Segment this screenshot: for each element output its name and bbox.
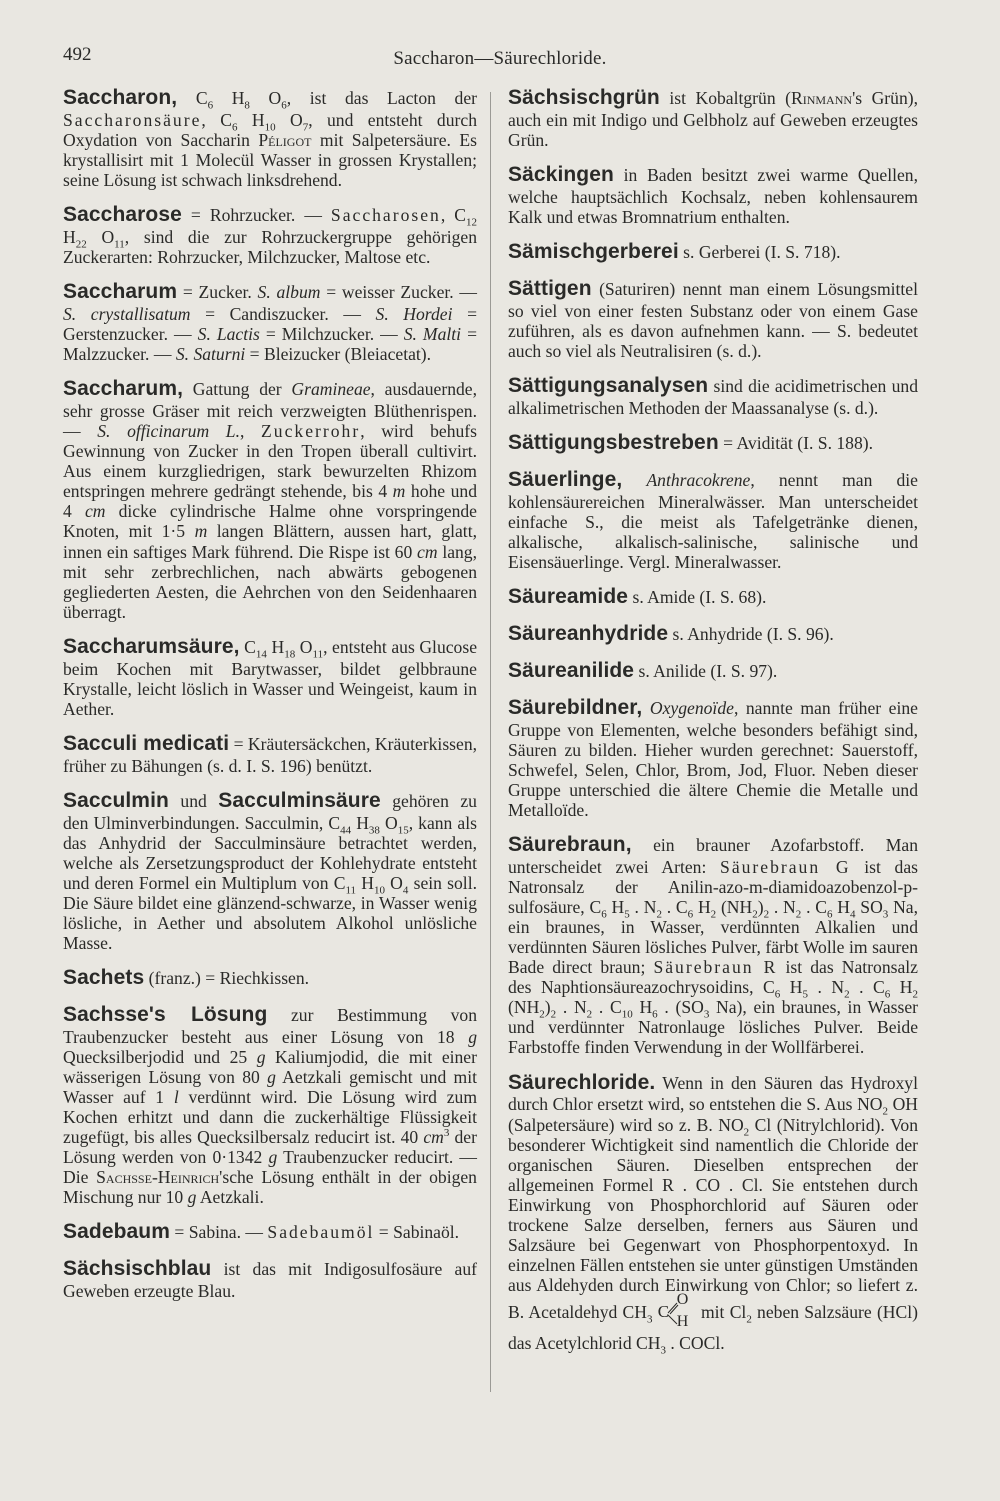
entry-headword: Saccharum	[63, 280, 178, 304]
entry-headword: Säureanhydride	[508, 622, 669, 646]
entry-body: s. Amide (I. S. 68).	[632, 587, 767, 608]
entry-body: (franz.) = Riechkissen.	[148, 968, 310, 989]
entry-saccharum-1: Saccharum = Zucker. S. album = weisser Zucker. — S. crystallisatum = Candiszucker. — S. Hordei = Gerstenzucker. — S. Lactis = Milchzucker. — S. Malti = Malzzucker. — S. Saturni = Bleizucker (Bleiacetat).	[63, 280, 478, 365]
entry-saccharon: Saccharon, $C_6$ $H_8$ $O_6$, ist das Lacton der Saccharonsäure, $C_6$ $H_{10}$ $O_7$, und entsteht durch Oxydation von Saccharin Péligot mit Salpetersäure. Es krystallisirt mit 1 Molecül Wasser in grossen Krystallen; seine Lösung ist schwach linksdrehend.	[63, 86, 477, 191]
page-number: 492	[63, 44, 92, 65]
entry-headword: Sachets	[63, 966, 145, 990]
entry-headword: Säureamide	[508, 585, 629, 609]
entry-body: (Saturiren) nennt man einem Lösungsmittel so viel von einer festen Substanz oder von einem Gase zuführen, als es davon aufnehmen kann. — S. bedeutet auch so viel als Neutralisiren (s. d.).	[508, 279, 918, 362]
entry-body: = Avidität (I. S. 188).	[723, 433, 874, 454]
entry-saccharose: Saccharose = Rohrzucker. — Saccharosen, $C_{12}$ $H_{22}$ $O_{11}$, sind die zur Rohrzuckergruppe gehörigen Zuckerarten: Rohrzucker, Milchzucker, Maltose etc.	[63, 203, 477, 268]
entry-saeurechloride: Säurechloride. Wenn in den Säuren das Hydroxyl durch Chlor ersetzt wird, so entstehen die S. Aus $NO_2$ OH (Salpetersäure) wird so z. B. $NO_2$ Cl (Nitrylchlorid). Von besonderer Wichtigkeit sind namentlich die Chloride der organischen Säuren. Dieselben entsprechen der allgemeinen Formel R . CO . Cl. Sie entstehen durch Einwirkung von Phosphorchlorid auf Säuren oder trockene Salze derselben, ferners aus Säuren und Salzsäure bei Gegenwart von Phosphorpentoxyd. In einzelnen Fällen entstehen sie unter günstigen Umständen aus Aldehyden durch Einwirkung von Chlor; so liefert z. B. Acetaldehyd $CH_3$ C O H mit $Cl_2$ neben Salzsäure (HCl) das Acetylchlorid $CH_3$ . COCl.	[508, 1070, 919, 1357]
page-header	[0, 40, 1000, 76]
entry-connector: und	[180, 790, 207, 811]
entry-headword: Sächsischblau	[63, 1257, 212, 1281]
entry-sacculmin: Sacculmin und Sacculminsäure gehören zu den Ulminverbindungen. Sacculmin, $C_{44}$ $H_{38}$ $O_{15}$, kann als das Anhydrid der Sacculminsäure betrachtet werden, welche als Zersetzungsproduct der Kohlehydrate entsteht und deren Formel ein Multiplum von $C_{11}$ $H_{10}$ $O_4$ sein soll. Die Säure bildet eine glänzend-schwarze, in Wasser wenig lösliche, in Aether und absolutem Alkohol unlösliche Masse.	[63, 788, 477, 953]
entry-saechsischblau	[63, 1257, 477, 1301]
entry-headword: Sämischgerberei	[508, 240, 679, 264]
entry-body: sind die acidimetrischen und alkalimetrischen Methoden der Maassanalyse (s. d.).	[508, 376, 918, 419]
entry-headword: Saccharose	[63, 203, 182, 227]
entry-sacculi-medicati: Sacculi medicati = Kräutersäckchen, Kräuterkissen, früher zu Bähungen (s. d. I. S. 196) benützt.	[63, 731, 478, 776]
entry-body: ist das mit Indigosulfosäure auf Geweben erzeugte Blau.	[63, 1259, 477, 1302]
entry-body: s. Gerberei (I. S. 718).	[683, 242, 841, 263]
entry-saeuerlinge: Säuerlinge, Anthracokrene, nennt man die kohlensäurereichen Mineralwässer. Man unterscheidet einfache S., die meist als Tafelgetränke dienen, alkalische, alkalisch-salinische, salinische und Eisensäuerlinge. Vergl. Mineralwasser.	[508, 468, 918, 573]
entry-headword: Sacculmin	[63, 788, 169, 812]
entry-saeckingen	[508, 163, 918, 227]
entry-saeurebraun: Säurebraun, ein brauner Azofarbstoff. Man unterscheidet zwei Arten: Säurebraun G ist das Natronsalz der Anilin-azo-m-diamidoazobenzol-p-sulfosäure, $C_6$ $H_5$ . $N_2$ . $C_6$ $H_2$ $(NH_2)_2$ . $N_2$ . $C_6$ $H_4$ $SO_3$ Na, ein braunes, in Wasser, verdünnten Alkalien und verdünnten Säuren lösliches Pulver, färbt Wolle im sauren Bade direct braun; Säurebraun R ist das Natronsalz des Naphtionsäureazochrysoidins, $C_6$ $H_5$ . $N_2$ . $C_6$ $H_2$ $(NH_2)_2$ . $N_2$ . $C_{10}$ $H_6$ . ($SO_3$ Na), ein braunes, in Wasser und verdünnter Natronlauge lösliches Pulver. Beide Farbstoffe finden Verwendung in der Wollfärberei.	[508, 833, 919, 1058]
column-divider	[490, 92, 491, 1392]
entry-saettigungsanalysen	[508, 374, 918, 418]
running-title: Saccharon—Säurechloride.	[393, 48, 607, 69]
entry-saettigungsbestreben	[508, 431, 918, 455]
entry-headword: Säuerlinge,	[508, 468, 623, 491]
entry-saemischgerberei	[508, 240, 918, 264]
entry-saeureamide	[508, 585, 918, 609]
entry-headword: Saccharumsäure,	[63, 634, 240, 658]
entry-sachets	[63, 966, 477, 990]
entry-saeureanhydride	[508, 622, 918, 646]
entry-headword: Sacculi medicati	[63, 731, 230, 755]
aldehyde-formula: C O H	[657, 1290, 689, 1330]
entry-sachsse: Sachsse's Lösung zur Bestimmung von Traubenzucker besteht aus einer Lösung von 18 g Quecksilberjodid und 25 g Kaliumjodid, die mit einer wässerigen Lösung von 80 g Aetzkali gemischt und mit Wasser auf 1 l verdünnt wird. Die Lösung wird zum Kochen erhitzt und dann die zuckerhältige Flüssigkeit zugefügt, bis alles Quecksilbersalz reducirt ist. 40 $cm^3$ der Lösung werden von 0·1342 g Traubenzucker reducirt. — Die Sachsse-Heinrich'sche Lösung enthält in der obigen Mischung nur 10 g Aetzkali.	[63, 1002, 478, 1208]
entry-body: s. Anhydride (I. S. 96).	[672, 624, 834, 645]
entry-headword: Säureanilide	[508, 659, 635, 682]
right-column	[508, 86, 918, 1366]
entry-headword: Sadebaum	[63, 1220, 170, 1244]
entry-saccharum-2: Saccharum, Gattung der Gramineae, ausdauernde, sehr grosse Gräser mit reich verzweigten Blüthenrispen. — S. officinarum L., Zuckerrohr, wird behufs Gewinnung von Zucker in den Tropen überall cultivirt. Aus einem kurzgliedrigen, stark bewurzelten Rhizom entspringen mehrere gedrängt stehende, bis 4 m hohe und 4 cm dicke cylindrische Halme ohne vorspringende Knoten, mit 1·5 m langen Blättern, aussen hart, glatt, innen ein saftiges Mark führend. Die Rispe ist 60 cm lang, mit sehr zerbrechlichen, nach abwärts gebogenen gegliederten Aesten, die Aehrchen von den Seidenhaaren überragt.	[63, 377, 478, 622]
entry-headword: Säurebildner,	[508, 695, 643, 719]
entry-sadebaum: Sadebaum = Sabina. — Sadebaumöl = Sabinaöl.	[63, 1220, 460, 1244]
entry-headword: Säckingen	[508, 163, 614, 187]
entry-headword: Säurechloride.	[508, 1070, 656, 1094]
entry-headword: Sächsischgrün	[508, 86, 660, 109]
entry-headword: Sättigungsanalysen	[508, 374, 709, 398]
entry-saettigen	[508, 277, 918, 361]
entry-saechsischgruen: Sächsischgrün ist Kobaltgrün (Rinmann's Grün), auch ein mit Indigo und Gelbholz auf Geweben erzeugtes Grün.	[508, 86, 918, 150]
entry-body: s. Anilide (I. S. 97).	[638, 661, 778, 681]
entry-headword: Sättigen	[508, 277, 592, 300]
entry-headword: Säurebraun,	[508, 833, 632, 857]
entry-headword: Sachsse's Lösung	[63, 1002, 268, 1026]
entry-headword: Saccharum,	[63, 377, 184, 401]
entry-headword: Sacculminsäure	[218, 788, 381, 812]
left-column	[63, 86, 477, 1314]
entry-headword: Sättigungsbestreben	[508, 431, 719, 455]
entry-saccharumsaeure: Saccharumsäure, $C_{14}$ $H_{18}$ $O_{11}$, entsteht aus Glucose beim Kochen mit Barytwasser, bildet gelbbraune Krystalle, leicht löslich in Wasser und Weingeist, kaum in Aether.	[63, 634, 478, 719]
entry-saeureanilide	[508, 659, 918, 683]
entry-headword: Saccharon,	[63, 86, 178, 109]
entry-body: in Baden besitzt zwei warme Quellen, welche hauptsächlich Kochsalz, neben kohlensaurem Kalk und etwas Bromnatrium enthalten.	[508, 165, 918, 228]
entry-saeurebildner: Säurebildner, Oxygenoïde, nannte man früher eine Gruppe von Elementen, welche besonders befähigt sind, Säuren zu bilden. Hieher wurden gerechnet: Sauerstoff, Schwefel, Selen, Chlor, Brom, Jod, Fluor. Neben dieser Gruppe unterschied die ältere Chemie die Metalle und Metalloïde.	[508, 695, 918, 821]
